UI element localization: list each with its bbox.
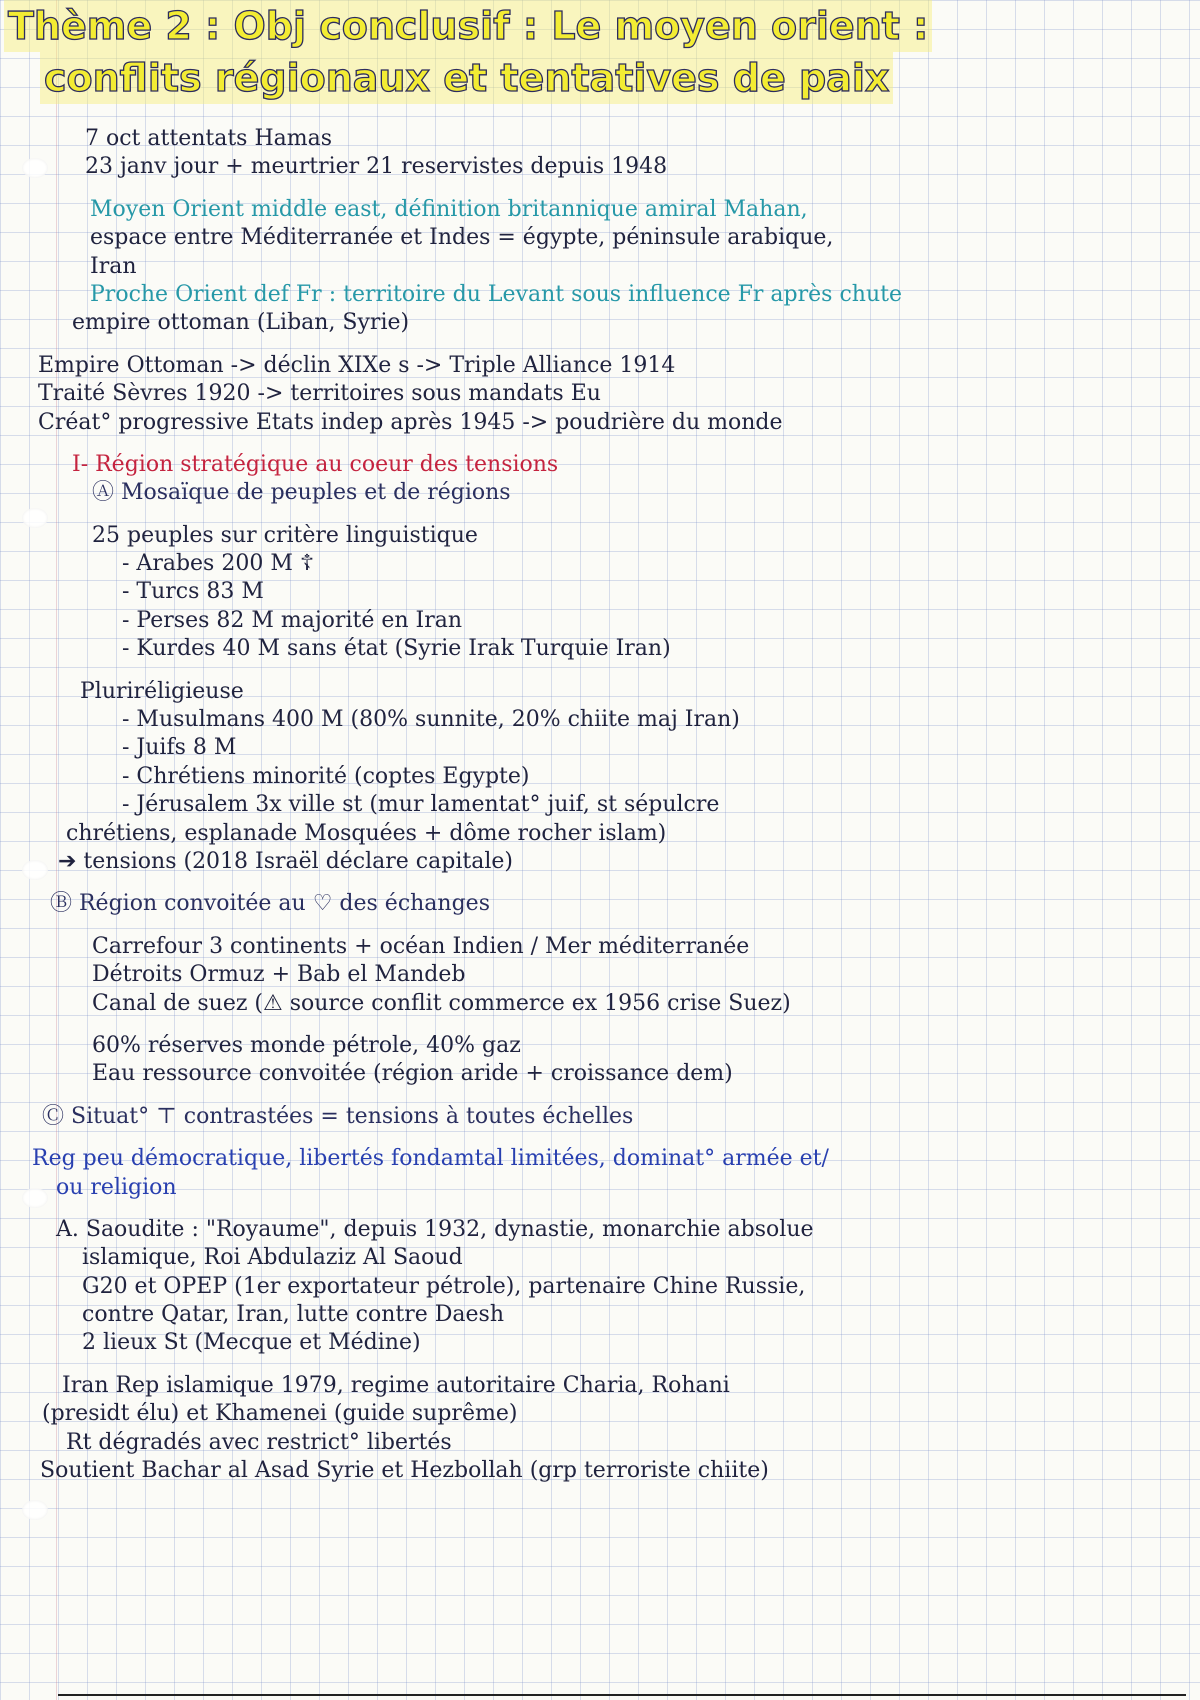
crossroads-line: Détroits Ormuz + Bab el Mandeb [92,962,466,988]
definition-line: Moyen Orient middle east, définition britannique amiral Mahan, [90,196,808,222]
saudi-line: contre Qatar, Iran, lutte contre Daesh [82,1302,505,1328]
resources-line: 60% réserves monde pétrole, 40% gaz [92,1032,521,1058]
religion-line: ➔ tensions (2018 Israël déclare capitale) [58,848,513,874]
peoples-line: - Turcs 83 M [122,579,264,605]
history-line: Traité Sèvres 1920 -> territoires sous mandats Eu [38,381,601,407]
page-title [4,0,1194,104]
regimes-line: Reg peu démocratique, libertés fondamtal limitées, dominat° armée et/ [32,1146,829,1172]
definition-line: espace entre Méditerranée et Indes = égypte, péninsule arabique, [90,225,834,251]
notes-body [0,125,1200,1485]
definition-line: empire ottoman (Liban, Syrie) [72,310,410,336]
religion-line: - Musulmans 400 M (80% sunnite, 20% chiite maj Iran) [122,707,740,733]
history-line: Empire Ottoman -> déclin XIXe s -> Triple Alliance 1914 [38,352,676,378]
note-line: 23 janv jour + meurtrier 21 reservistes depuis 1948 [85,154,668,180]
subsection-heading-c: Ⓒ Situat° ⊤ contrastées = tensions à toutes échelles [42,1103,634,1129]
section-heading: I- Région stratégique au coeur des tensions [72,451,559,477]
definition-line: Iran [90,253,137,279]
note-line: 7 oct attentats Hamas [85,126,333,151]
saudi-line: A. Saoudite : "Royaume", depuis 1932, dynastie, monarchie absolue [56,1216,814,1242]
peoples-line: 25 peuples sur critère linguistique [92,522,478,548]
binder-hole [22,1500,48,1520]
peoples-line: - Kurdes 40 M sans état (Syrie Irak Turquie Iran) [122,636,671,662]
peoples-line: - Perses 82 M majorité en Iran [122,607,463,633]
saudi-line: 2 lieux St (Mecque et Médine) [82,1330,421,1356]
crossroads-line: Canal de suez (⚠ source conflit commerce ex 1956 crise Suez) [92,990,791,1016]
iran-line: (presidt élu) et Khamenei (guide suprême) [42,1401,518,1427]
definition-line: Proche Orient def Fr : territoire du Levant sous influence Fr après chute [90,281,902,307]
iran-line: Iran Rep islamique 1979, regime autoritaire Charia, Rohani [62,1372,730,1398]
iran-line: Soutient Bachar al Asad Syrie et Hezbollah (grp terroriste chiite) [40,1458,769,1484]
religion-line: - Chrétiens minorité (coptes Egypte) [122,763,530,789]
saudi-line: islamique, Roi Abdulaziz Al Saoud [82,1245,463,1271]
regimes-line: ou religion [56,1174,177,1200]
religion-line: - Juifs 8 M [122,735,237,761]
resources-line: Eau ressource convoitée (région aride + croissance dem) [92,1061,733,1087]
peoples-line: - Arabes 200 M ☦ [122,551,315,577]
subsection-heading-b: Ⓑ Région convoitée au ♡ des échanges [50,891,490,917]
religion-line: Pluriréligieuse [80,678,244,704]
religion-line: chrétiens, esplanade Mosquées + dôme rocher islam) [66,820,667,846]
iran-line: Rt dégradés avec restrict° libertés [66,1429,452,1455]
saudi-line: G20 et OPEP (1er exportateur pétrole), partenaire Chine Russie, [82,1273,806,1299]
title-line-1: Thème 2 : Obj conclusif : Le moyen orient : [4,0,932,52]
religion-line: - Jérusalem 3x ville st (mur lamentat° juif, st sépulcre [122,792,720,818]
crossroads-line: Carrefour 3 continents + océan Indien / Mer méditerranée [92,933,750,959]
subsection-heading-a: Ⓐ Mosaïque de peuples et de régions [92,480,511,506]
bottom-rule [58,1694,1186,1696]
history-line: Créat° progressive Etats indep après 1945 -> poudrière du monde [38,409,783,435]
title-line-2: conflits régionaux et tentatives de paix [40,52,893,104]
